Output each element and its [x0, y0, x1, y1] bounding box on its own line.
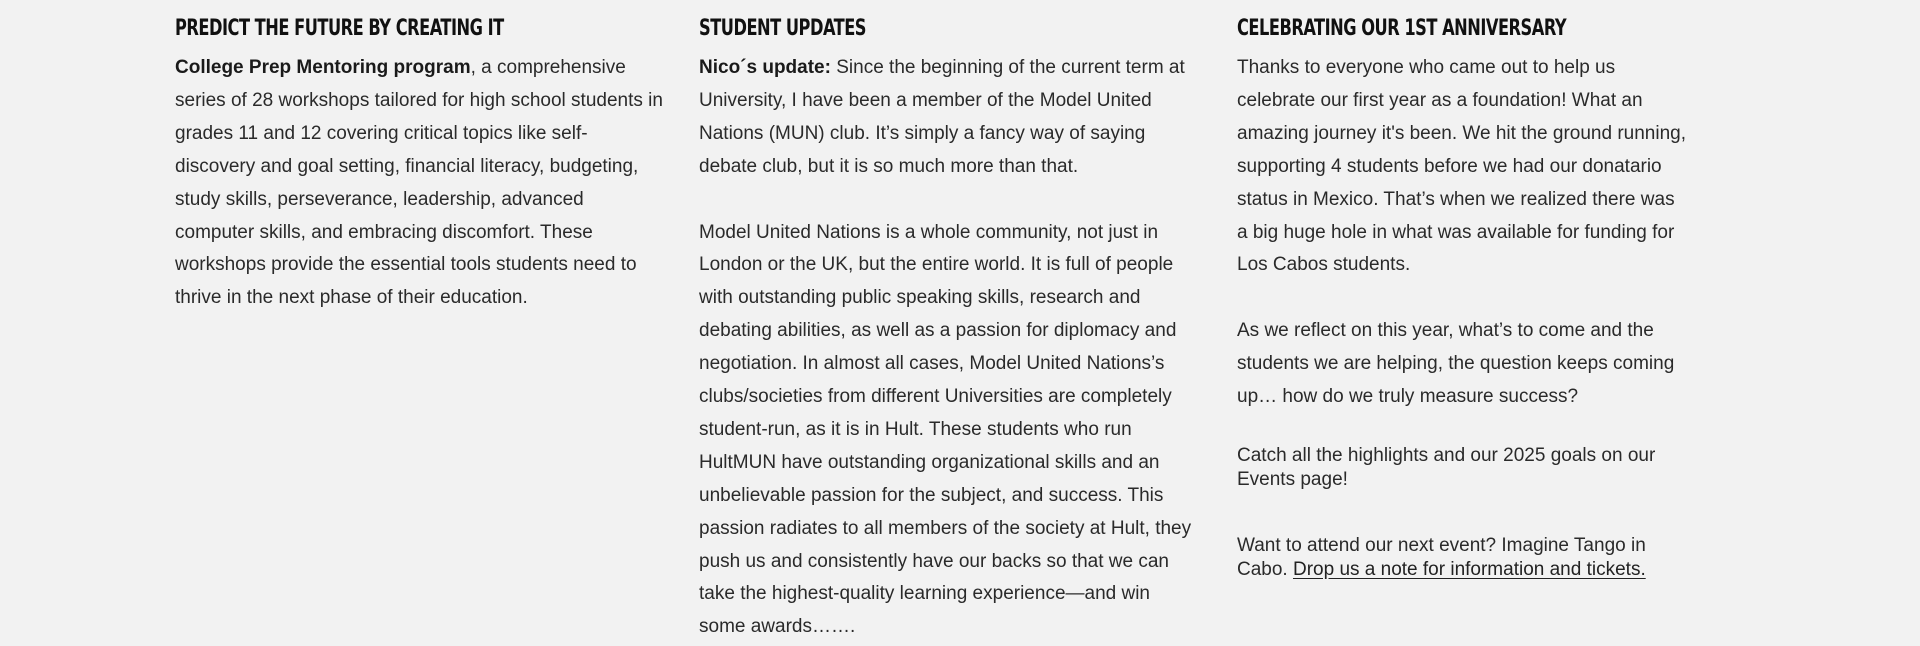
student-update-body: Model United Nations is a whole community, not just in London or the UK, but the entire world. It is full of people with outstanding public speaking skills, research and debating abilities, as well as a passion for diplomacy and negotiation. In almost all cases, Model United Nations’s clubs/societies from different Universities are completely student-run, as it is in Hult. These students who run HultMUN have outstanding organizational skills and an unbelievable passion for the subject, and success. This passion radiates to all members of the society at Hult, they push us and consistently have our backs so that we can take the highest-quality learning experience—and win some awards……. — [699, 221, 1192, 638]
contact-link[interactable]: Drop us a note for information and tickets. — [1292, 558, 1646, 580]
event-invite-text: Want to attend our next event? Imagine Tango in Cabo. — [1237, 534, 1646, 580]
student-update-intro — [699, 52, 1193, 184]
student-update-author: Nico´s update: — [699, 57, 831, 78]
section-heading: STUDENT UPDATES — [699, 16, 866, 41]
column-anniversary — [1237, 14, 1687, 582]
program-name: College Prep Mentoring program — [175, 57, 471, 78]
column-mentoring-program — [175, 14, 665, 315]
program-description-text: , a comprehensive series of 28 workshops tailored for high school students in grades 11 and 12 covering critical topics like self-discovery and goal setting, financial literacy, budgeting, study skills, perseverance, leadership, advanced computer skills, and embracing discomfort. These workshops provide the essential tools students need to thrive in the next phase of their education. — [175, 57, 663, 309]
anniversary-paragraph-highlights: Catch all the highlights and our 2025 goals on our Events page! — [1237, 444, 1656, 490]
student-update-text: Since the beginning of the current term at University, I have been a member of the Model United Nations (MUN) club. It’s simply a fancy way of saying debate club, but it is so much more than that. — [699, 57, 1185, 177]
mentoring-program-description — [175, 52, 665, 315]
anniversary-paragraph-reflection: As we reflect on this year, what’s to come and the students we are helping, the question keeps coming up… how do we truly measure success? — [1237, 320, 1675, 408]
column-student-updates — [699, 14, 1193, 644]
section-heading: PREDICT THE FUTURE BY CREATING IT — [175, 16, 504, 41]
anniversary-paragraph-event — [1237, 534, 1687, 582]
section-heading: CELEBRATING OUR 1ST ANNIVERSARY — [1237, 16, 1567, 41]
anniversary-paragraph-thanks: Thanks to everyone who came out to help us celebrate our first year as a foundation! What an amazing journey it's been. We hit the ground running, supporting 4 students before we had our donatario status in Mexico. That’s when we realized there was a big huge hole in what was available for funding for Los Cabos students. — [1237, 57, 1686, 276]
